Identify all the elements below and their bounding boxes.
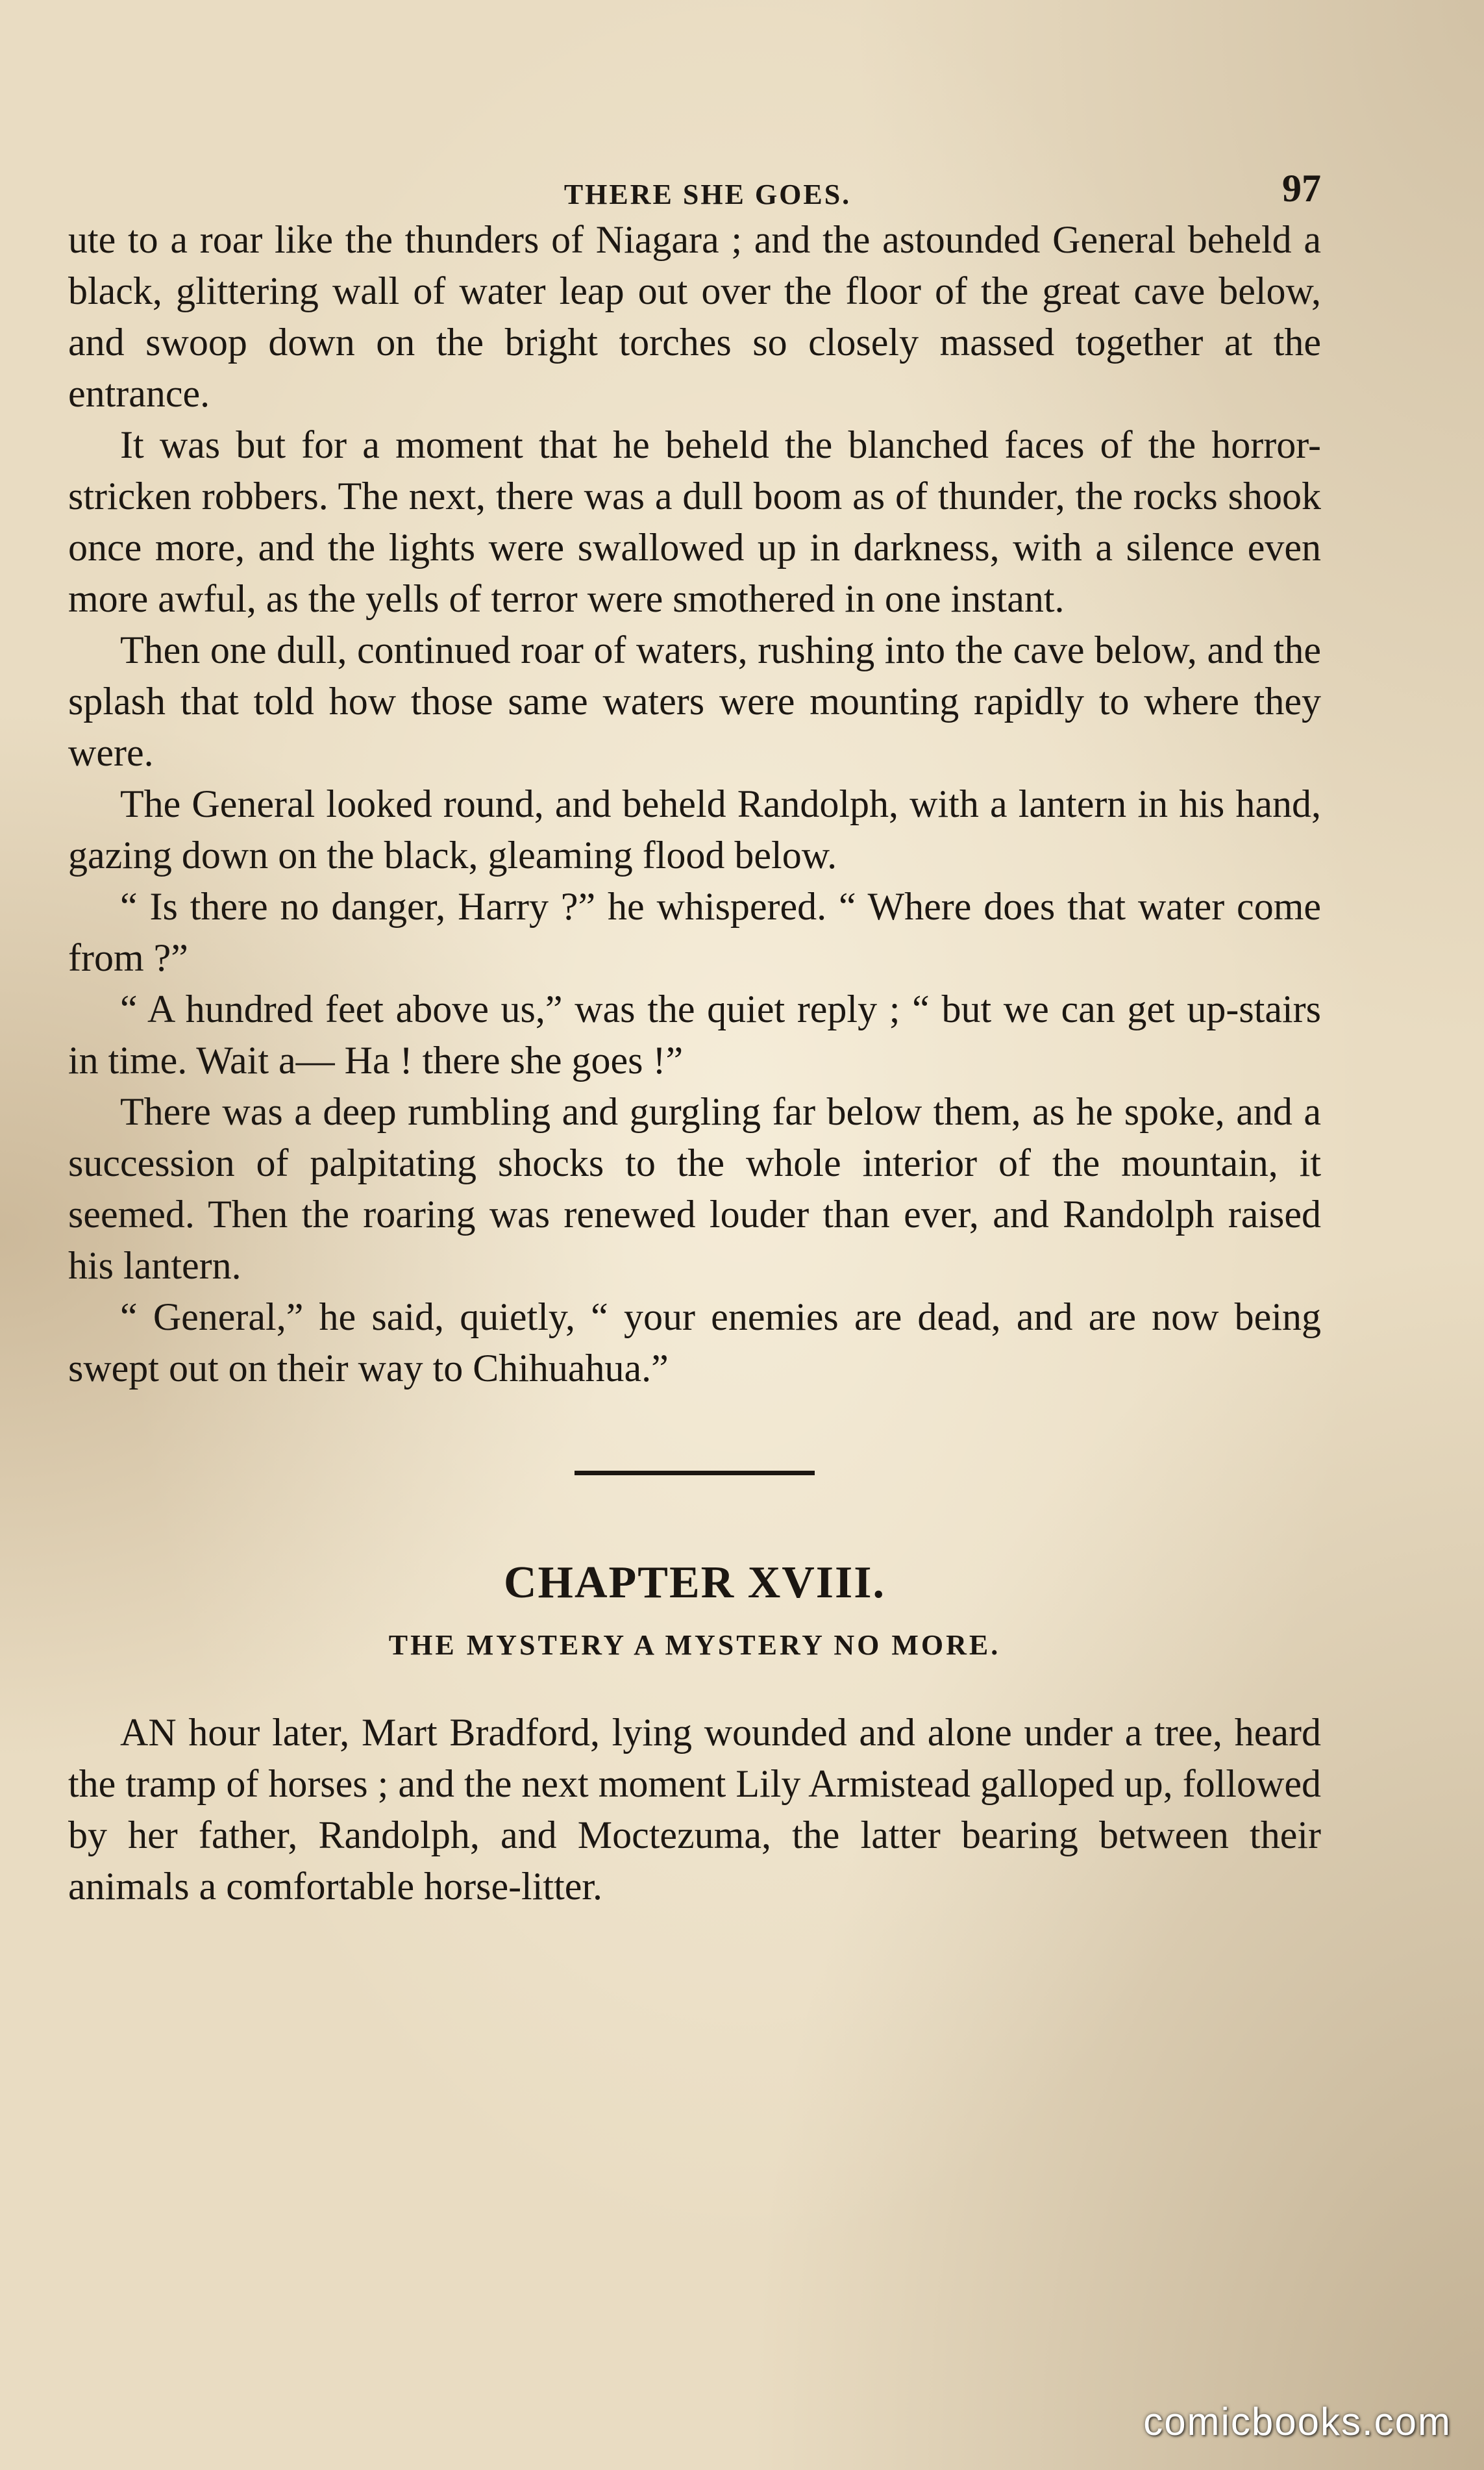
body-text [68,214,1321,1394]
paragraph: “ Is there no danger, Harry ?” he whispered. “ Where does that water come from ?” [68,885,1321,979]
paragraph: It was but for a moment that he beheld the blanched faces of the horror-stricken robbers. The next, there was a dull boom as of thunder, the rocks shook once more, and the lights were swallowed up in darkness, with a silence even more awful, as the yells of terror were smothered in one instant. [68,423,1321,620]
section-divider [575,1471,815,1475]
chapter-opening-paragraph: AN hour later, Mart Bradford, lying wounded and alone under a tree, heard the tramp of horses ; and the next moment Lily Armistead galloped up, followed by her father, Randolph, and Moctezuma, the latter bearing between their animals a comfortable horse-litter. [68,1711,1321,1908]
paragraph: There was a deep rumbling and gurgling far below them, as he spoke, and a succession of palpitating shocks to the whole interior of the mountain, it seemed. Then the roaring was renewed louder than ever, and Randolph raised his lantern. [68,1090,1321,1287]
running-head [68,156,1321,214]
running-title: THERE SHE GOES. [563,179,852,210]
page-number: 97 [1282,167,1321,210]
paragraph: The General looked round, and beheld Randolph, with a lantern in his hand, gazing down on the black, gleaming flood below. [68,782,1321,877]
chapter-subtitle: THE MYSTERY A MYSTERY NO MORE. [388,1629,1001,1661]
paragraph: ute to a roar like the thunders of Niagara ; and the astounded General beheld a black, glittering wall of water leap out over the floor of the great cave below, and swoop down on the bright torches so closely massed together at the entrance. [68,218,1321,415]
chapter-heading: CHAPTER XVIII. [503,1558,886,1608]
book-page [68,156,1321,2383]
paragraph: Then one dull, continued roar of waters, rushing into the cave below, and the splash that told how those same waters were mounting rapidly to where they were. [68,629,1321,774]
chapter-body [68,1707,1321,1912]
paragraph: “ A hundred feet above us,” was the quiet reply ; “ but we can get up-stairs in time. Wait a— Ha ! there she goes !” [68,988,1321,1082]
paragraph: “ General,” he said, quietly, “ your enemies are dead, and are now being swept out on their way to Chihuahua.” [68,1295,1321,1390]
watermark: comicbooks.com [1143,2400,1452,2443]
